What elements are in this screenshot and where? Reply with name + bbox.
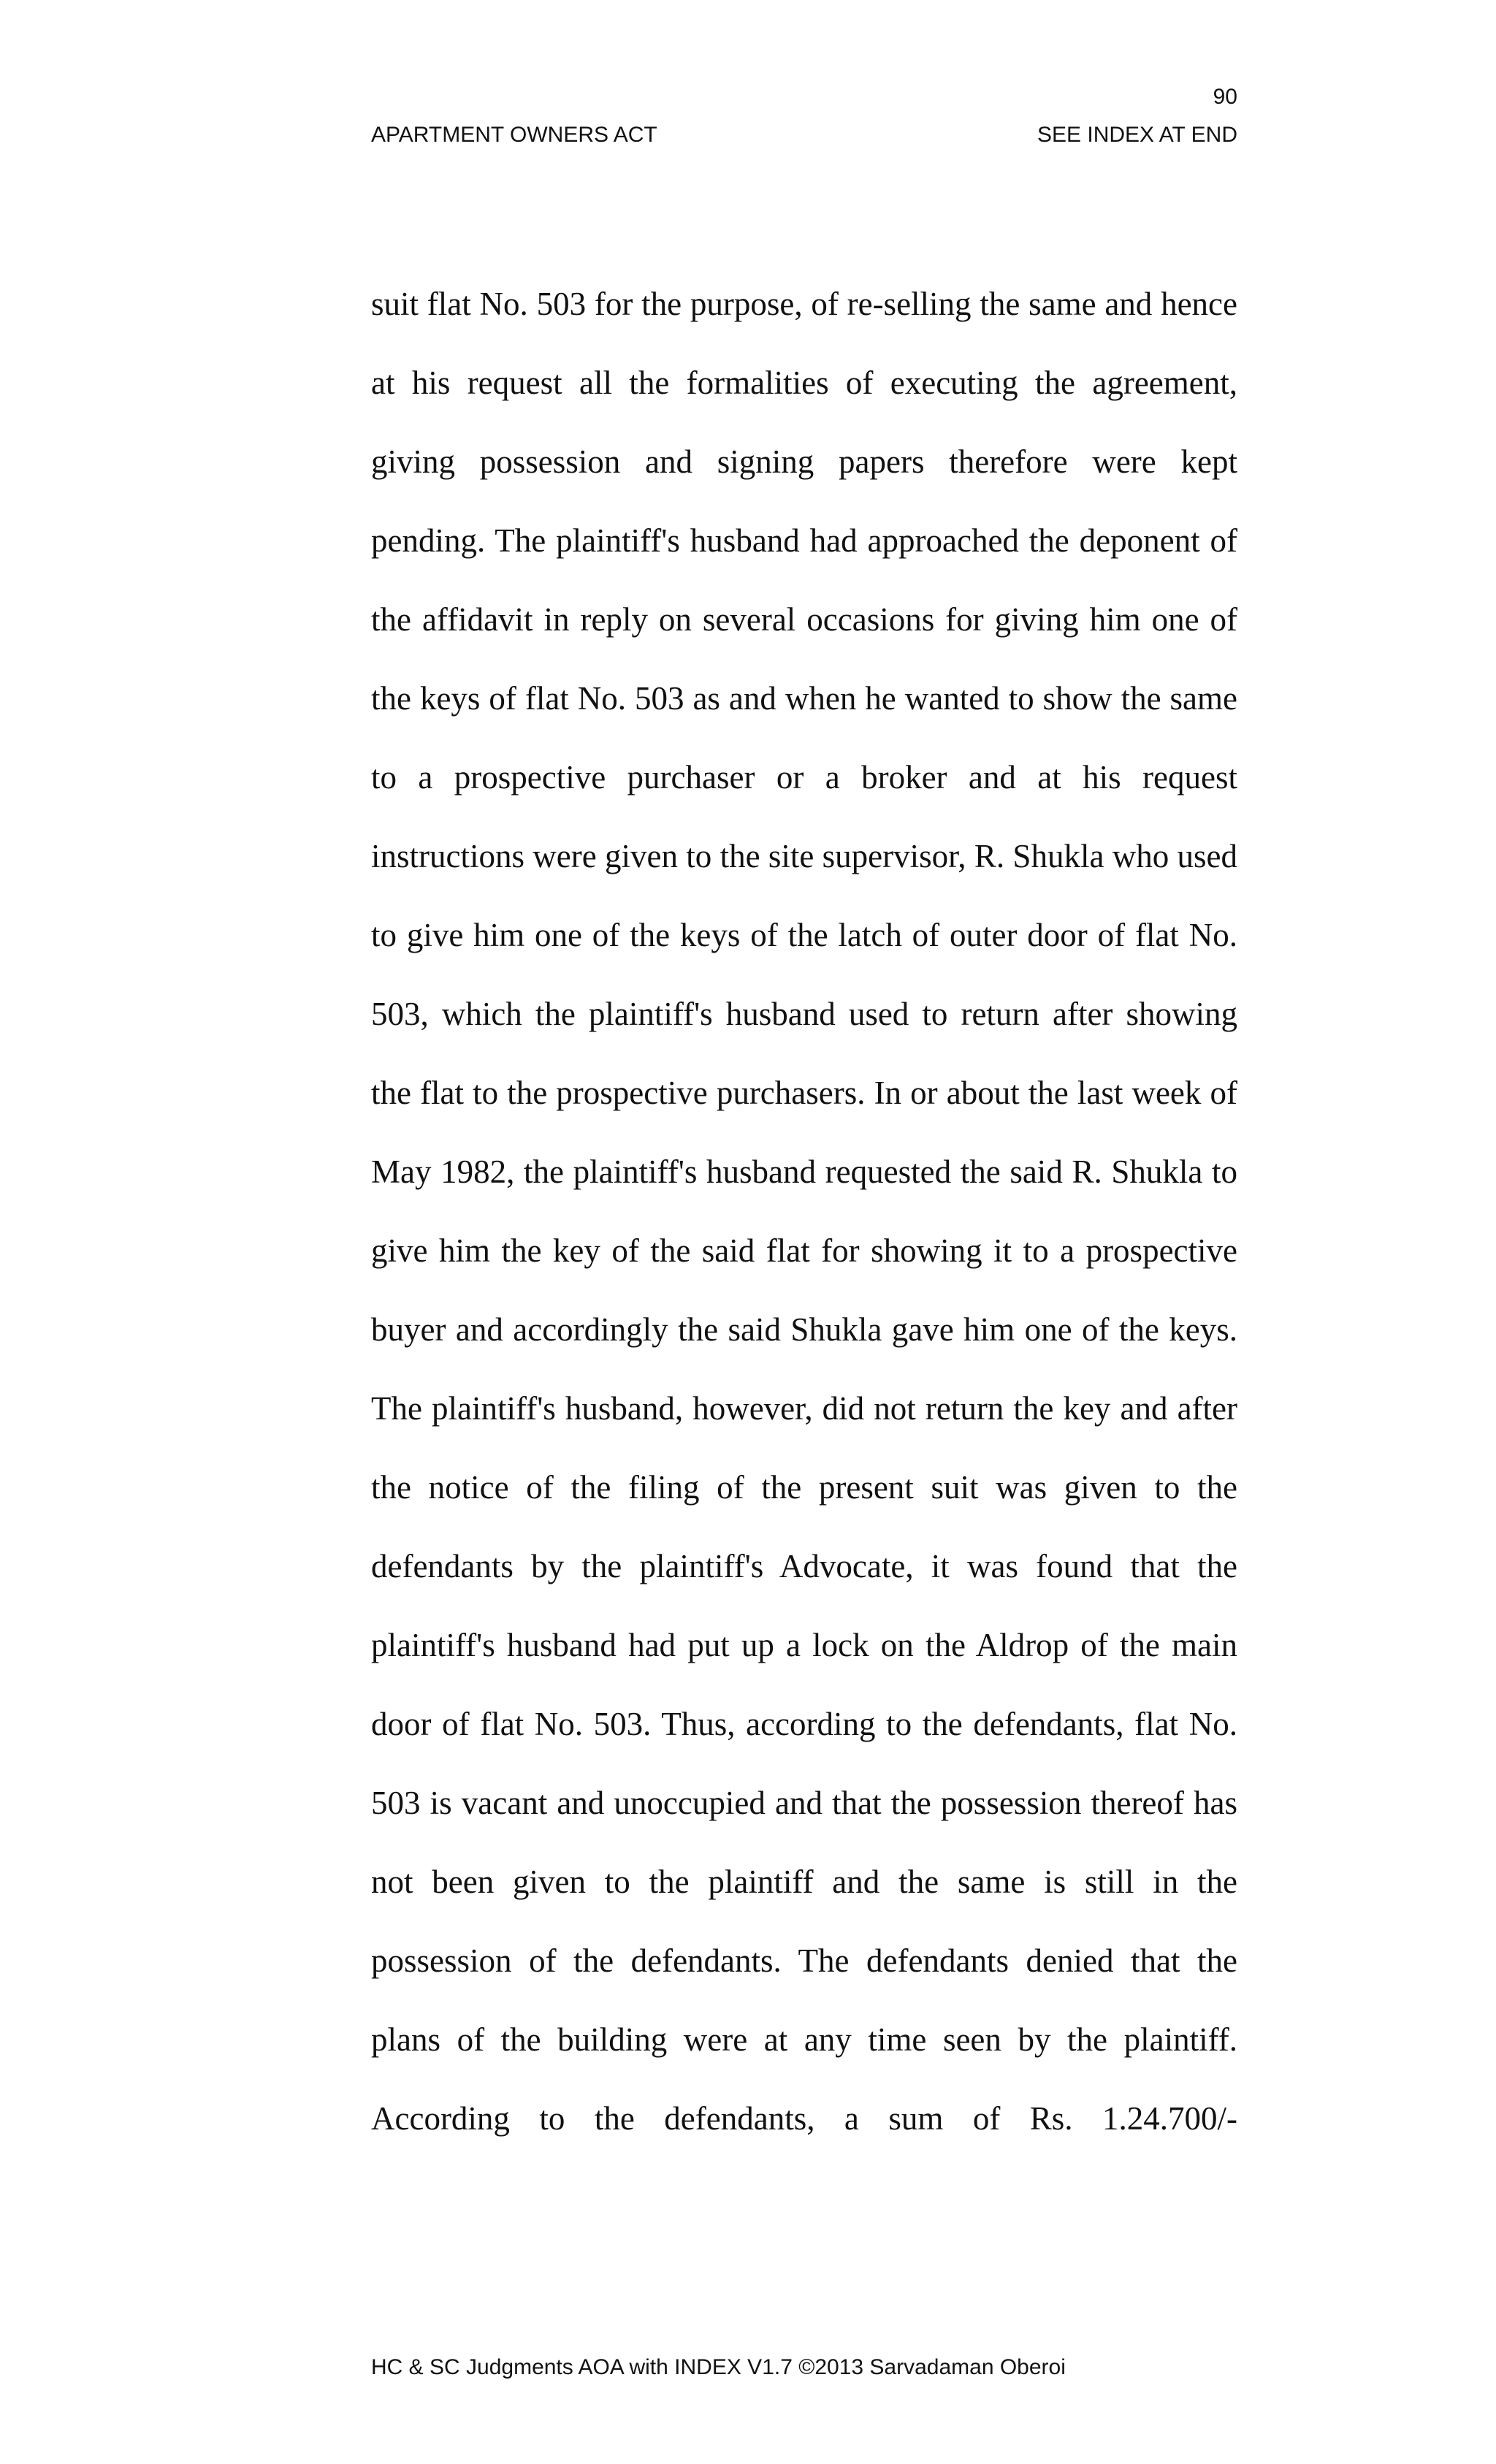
running-header-index-note: SEE INDEX AT END <box>1037 123 1237 147</box>
running-header-title: APARTMENT OWNERS ACT <box>371 123 657 147</box>
judgment-body-paragraph: suit flat No. 503 for the purpose, of re-selling the same and hence at his request all the formalities of executing the agreement, giving possession and signing papers therefore were kept pending. The plaintiff's husband had approached the deponent of the affidavit in reply on several occasions for giving him one of the keys of flat No. 503 as and when he wanted to show the same to a prospective purchaser or a broker and at his request instructions were given to the site supervisor, R. Shukla who used to give him one of the keys of the latch of outer door of flat No. 503, which the plaintiff's husband used to return after showing the flat to the prospective purchasers. In or about the last week of May 1982, the plaintiff's husband requested the said R. Shukla to give him the key of the said flat for showing it to a prospective buyer and accordingly the said Shukla gave him one of the keys. The plaintiff's husband, however, did not return the key and after the notice of the filing of the present suit was given to the defendants by the plaintiff's Advocate, it was found that the plaintiff's husband had put up a lock on the Aldrop of the main door of flat No. 503. Thus, according to the defendants, flat No. 503 is vacant and unoccupied and that the possession thereof has not been given to the plaintiff and the same is still in the possession of the defendants. The defendants denied that the plans of the building were at any time seen by the plaintiff. According to the defendants, a sum of Rs. 1.24.700/- <box>371 286 1237 2137</box>
page-number: 90 <box>1213 85 1237 109</box>
page-footer: HC & SC Judgments AOA with INDEX V1.7 ©2013 Sarvadaman Oberoi <box>371 2355 1066 2379</box>
